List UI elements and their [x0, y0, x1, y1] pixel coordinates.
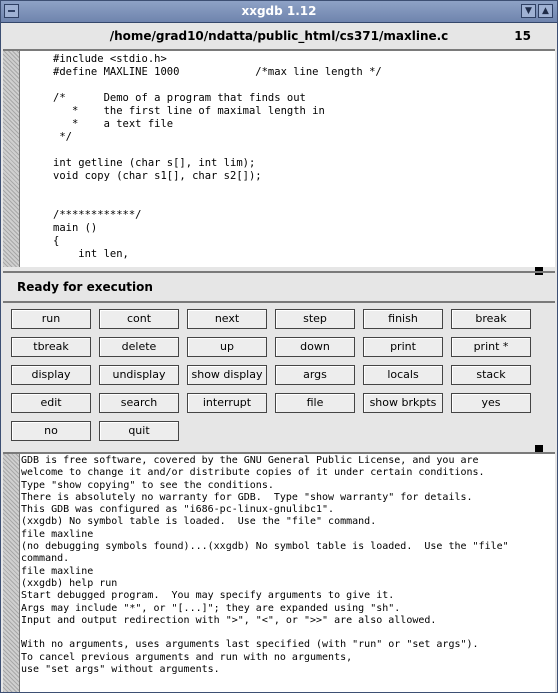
line-number: 15: [514, 29, 531, 43]
minimize-icon[interactable]: ▼: [521, 4, 536, 18]
maximize-icon[interactable]: ▲: [538, 4, 553, 18]
gdb-output-text[interactable]: GDB is free software, covered by the GNU General Public License, and you are welcome to change it and/or distribute copies of it under certain conditions. Type "show copying" to see the conditions. There is absolutely no warranty for GDB. Type "show warranty" for details. This GDB was configured as "i686-pc-linux-gnulibc1". (xxgdb) No symbol table is loaded. Use the "file" command. file maxline (no debugging symbols found)...(xxgdb) No symbol table is loaded. Use the "file" command. file maxline (xxgdb) help run Start debugged program. You may specify arguments to give it. Args may include "*", or "[...]"; they are expanded using "sh". Input and output redirection with ">", "<", or ">>" are also allowed. With no arguments, uses arguments last specified (with "run" or "set args"). To cancel previous arguments and run with no arguments, use "set args" without arguments.: [21, 455, 509, 676]
file-button[interactable]: file: [275, 393, 355, 413]
finish-button[interactable]: finish: [363, 309, 443, 329]
no-button[interactable]: no: [11, 421, 91, 441]
print-button[interactable]: print: [363, 337, 443, 357]
dialog-window[interactable]: [3, 452, 555, 692]
dialog-scrollbar[interactable]: [3, 454, 20, 692]
command-button-panel: [11, 309, 535, 445]
break-button[interactable]: break: [451, 309, 531, 329]
interrupt-button[interactable]: interrupt: [187, 393, 267, 413]
locals-button[interactable]: locals: [363, 365, 443, 385]
status-text: Ready for execution: [17, 280, 153, 294]
source-code[interactable]: #include <stdio.h> #define MAXLINE 1000 /*max line length */ /* Demo of a program that finds out * the first line of maximal length in * a text file */ int getline (char s[], int lim); void copy (char s1[], char s2[]); /************/ main () { int len,: [53, 53, 382, 260]
args-button[interactable]: args: [275, 365, 355, 385]
display-button[interactable]: display: [11, 365, 91, 385]
status-bar: [3, 271, 555, 303]
show-display-button[interactable]: show display: [187, 365, 267, 385]
print-button[interactable]: print *: [451, 337, 531, 357]
undisplay-button[interactable]: undisplay: [99, 365, 179, 385]
delete-button[interactable]: delete: [99, 337, 179, 357]
cont-button[interactable]: cont: [99, 309, 179, 329]
file-label-bar: [3, 23, 555, 51]
edit-button[interactable]: edit: [11, 393, 91, 413]
next-button[interactable]: next: [187, 309, 267, 329]
source-scrollbar[interactable]: [3, 51, 20, 267]
quit-button[interactable]: quit: [99, 421, 179, 441]
source-window[interactable]: [3, 51, 555, 267]
window-title: xxgdb 1.12: [241, 4, 317, 18]
stack-button[interactable]: stack: [451, 365, 531, 385]
search-button[interactable]: search: [99, 393, 179, 413]
file-path: /home/grad10/ndatta/public_html/cs371/maxline.c: [109, 29, 449, 43]
show-brkpts-button[interactable]: show brkpts: [363, 393, 443, 413]
yes-button[interactable]: yes: [451, 393, 531, 413]
down-button[interactable]: down: [275, 337, 355, 357]
step-button[interactable]: step: [275, 309, 355, 329]
run-button[interactable]: run: [11, 309, 91, 329]
tbreak-button[interactable]: tbreak: [11, 337, 91, 357]
title-bar[interactable]: [1, 1, 557, 23]
up-button[interactable]: up: [187, 337, 267, 357]
